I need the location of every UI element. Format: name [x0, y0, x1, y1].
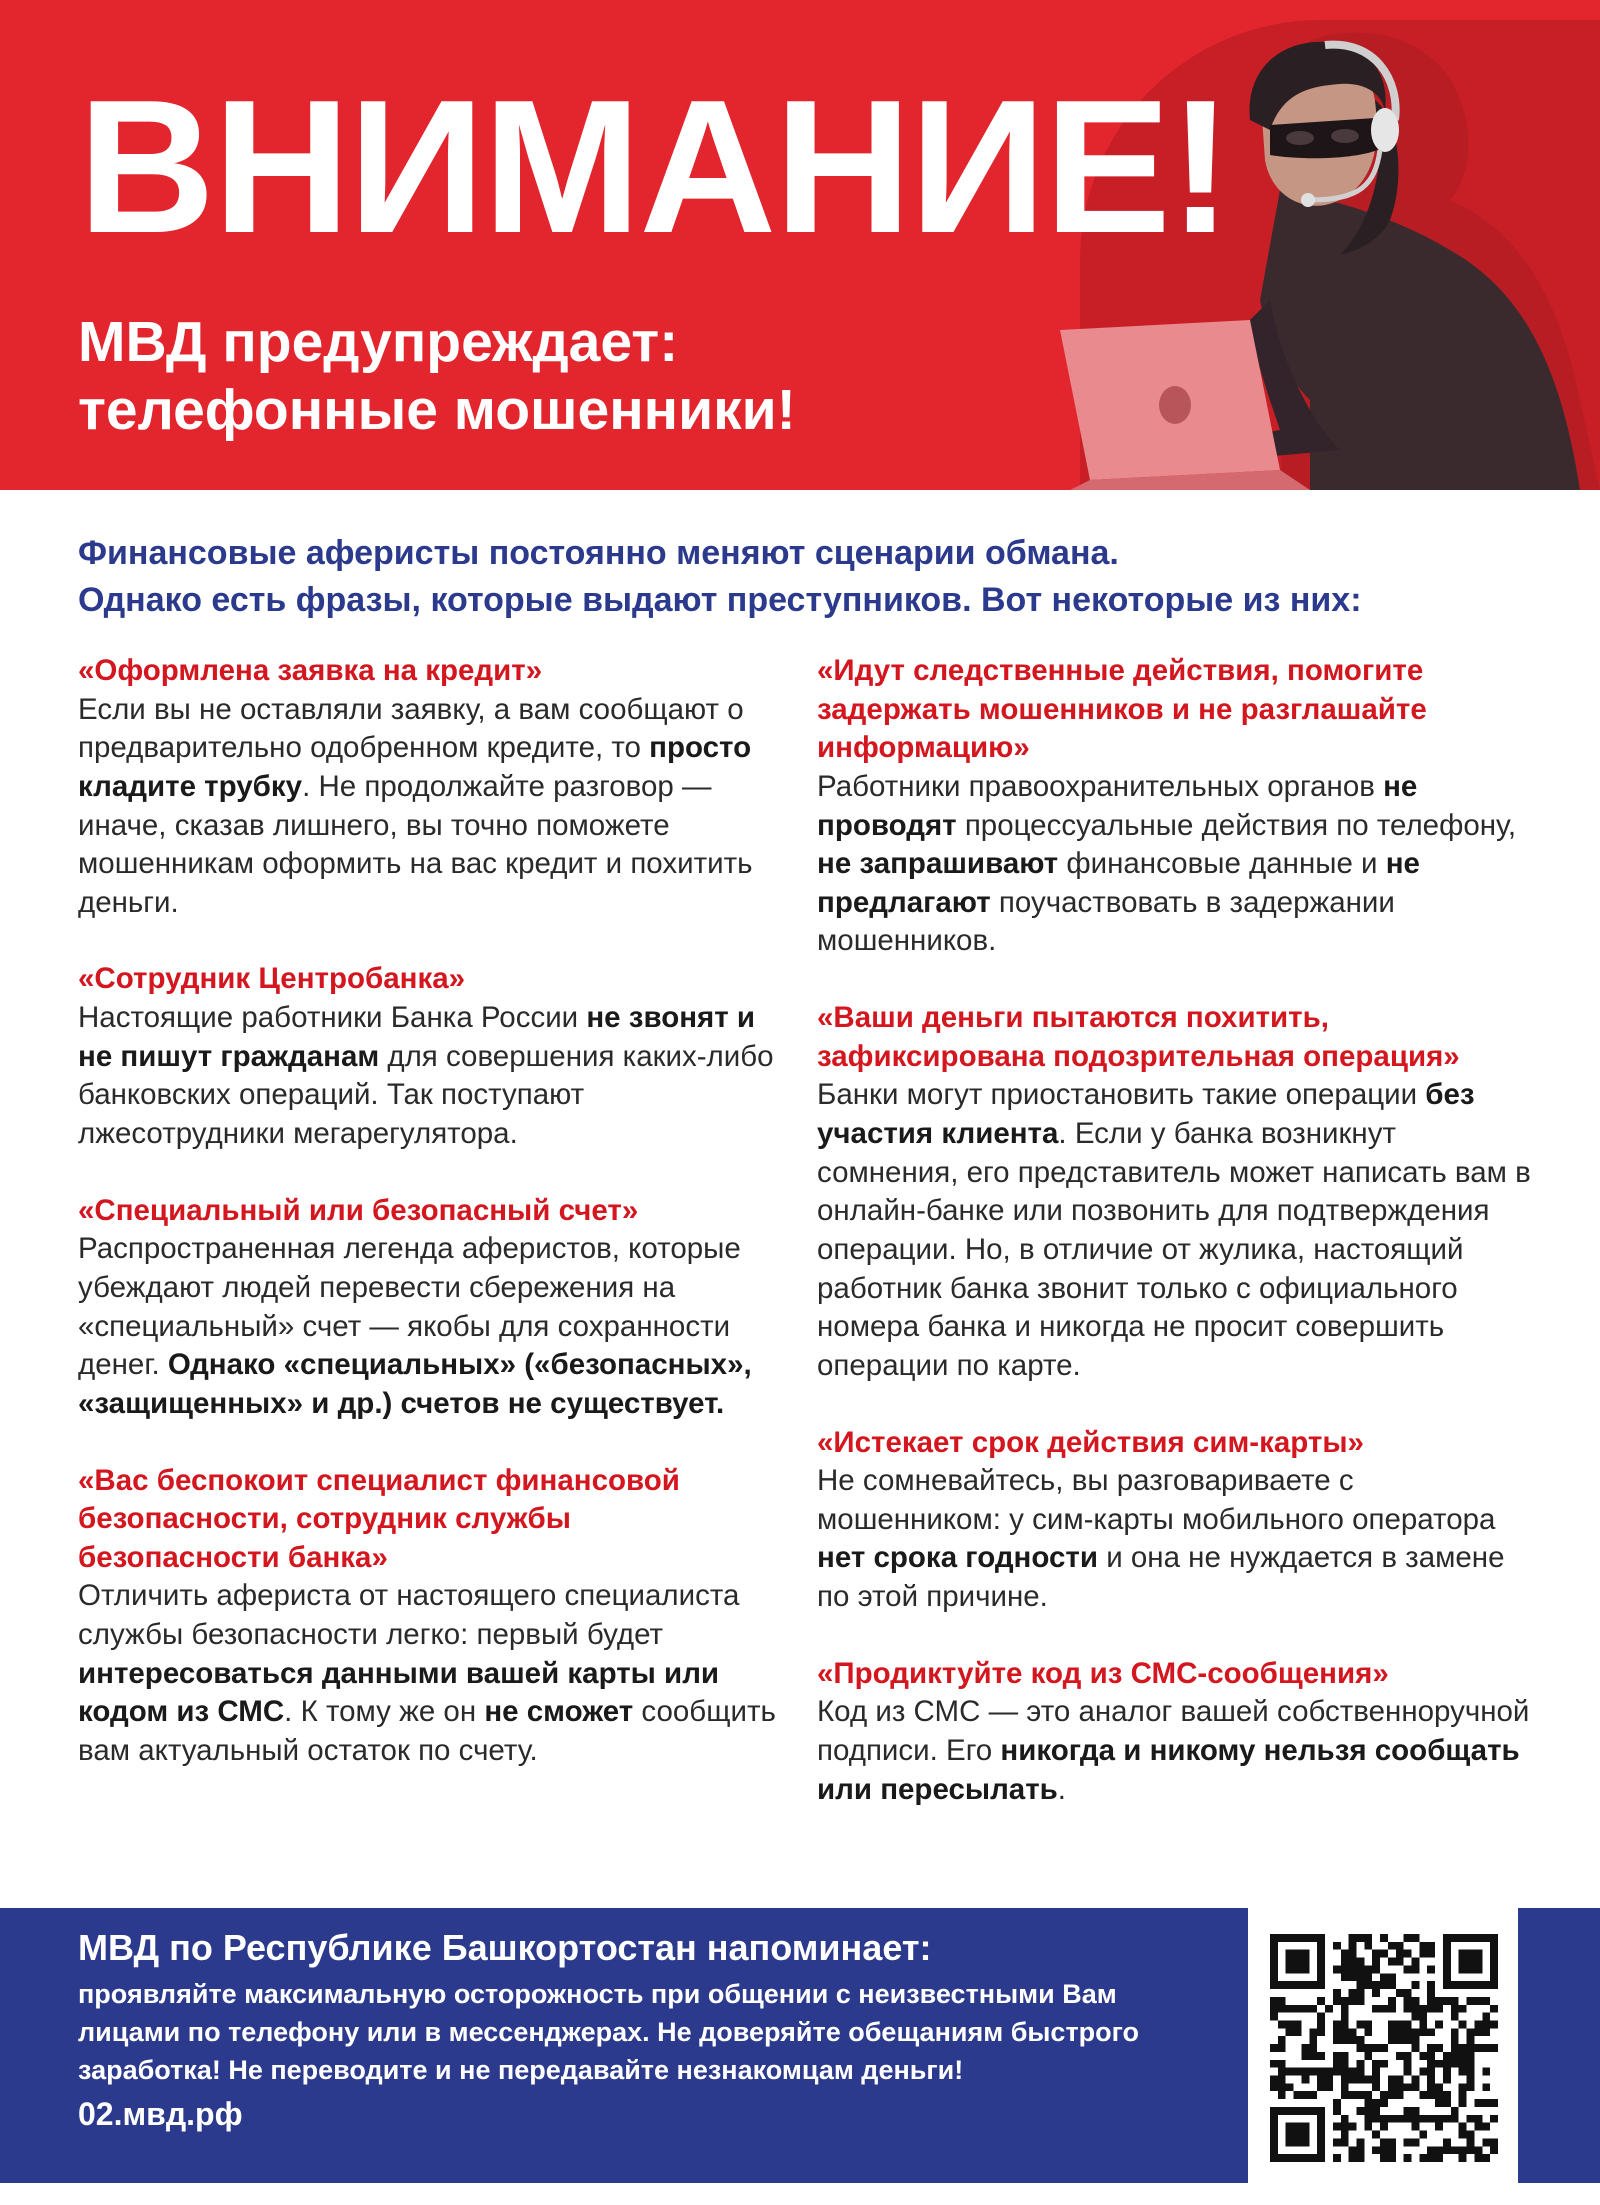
warning-heading: «Специальный или безопасный счет»: [78, 1193, 639, 1227]
hacker-illustration: [980, 0, 1600, 490]
poster-title: ВНИМАНИЕ!: [78, 61, 1231, 273]
warning-heading: «Ваши деньги пытаются похитить, зафиксирована подозрительная операция»: [817, 1001, 1460, 1073]
body-text: Не сомневайтесь, вы разговариваете с мошенником: у сим-карты мобильного оператора: [817, 1464, 1496, 1536]
body-text: . К тому же он: [284, 1695, 485, 1729]
body-text: Код из СМС — это аналог вашей собственноручной подписи. Его: [817, 1695, 1530, 1768]
warning-heading: «Истекает срок действия сим-карты»: [817, 1425, 1364, 1459]
footer-url-link[interactable]: 02.мвд.рф: [78, 2095, 243, 2132]
warning-block: [78, 1192, 778, 1424]
body-text: Банки могут приостановить такие операции: [817, 1078, 1426, 1112]
footer-banner: [0, 1908, 1600, 2183]
subtitle-line-2: телефонные мошенники!: [78, 378, 796, 443]
intro-text: [78, 530, 1538, 624]
right-column: [817, 652, 1537, 1847]
emphasis-text: не сможет: [484, 1695, 634, 1729]
footer-body: проявляйте максимальную осторожность при общении с неизвестными Вам лицами по телефону или в мессенджерах. Не доверяйте обещаниям быстрого заработка! Не переводите и не передавайте незнакомцам деньги!: [78, 1978, 1140, 2086]
warning-block: [817, 652, 1537, 961]
body-text: Настоящие работники Банка России: [78, 1001, 587, 1035]
body-text: финансовые данные и: [1058, 847, 1386, 881]
emphasis-text: не звонят и не пишут гражданам: [78, 1001, 756, 1073]
body-text: . Не продолжайте разговор — иначе, сказав лишнего, вы точно поможете мошенникам оформить на вас кредит и похитить деньги.: [78, 769, 753, 919]
warning-body: [817, 1462, 1537, 1617]
footer-title: МВД по Республике Башкортостан напоминает:: [78, 1927, 932, 1968]
body-text: Если вы не оставляли заявку, а вам сообщают о предварительно одобренном кредите, то: [78, 692, 744, 765]
poster-subtitle: [78, 308, 796, 445]
body-text: Отличить афериста от настоящего специалиста службы безопасности легко: первый будет: [78, 1579, 740, 1652]
warning-heading: «Оформлена заявка на кредит»: [78, 654, 543, 687]
body-text: процессуальные действия по телефону,: [956, 808, 1517, 842]
warning-body: [78, 999, 778, 1154]
header-banner: [0, 0, 1600, 490]
emphasis-text: нет срока годности: [817, 1541, 1098, 1575]
warning-body: [78, 1230, 778, 1423]
body-text: Работники правоохранительных органов: [817, 769, 1384, 803]
body-text: поучаствовать в задержании мошенников.: [817, 885, 1395, 958]
body-text: .: [1057, 1772, 1066, 1806]
warning-body: [78, 1577, 778, 1770]
qr-code-panel: [1248, 1908, 1518, 2183]
intro-line-1: Финансовые аферисты постоянно меняют сценарии обмана.: [78, 534, 1119, 572]
warning-block: [817, 999, 1537, 1385]
footer-text: [78, 1924, 1208, 2133]
intro-line-2: Однако есть фразы, которые выдают преступников. Вот некоторые из них:: [78, 580, 1362, 619]
warning-block: [817, 1424, 1537, 1617]
body-text: Распространенная легенда аферистов, которые убеждают людей перевести сбережения на «специальный» счет — якобы для сохранности денег.: [78, 1232, 741, 1382]
emphasis-text: не запрашивают: [817, 847, 1059, 881]
subtitle-line-1: МВД предупреждает:: [78, 310, 679, 374]
emphasis-text: не проводят: [817, 769, 1418, 842]
body-text: и она не нуждается в замене по этой причине.: [817, 1541, 1505, 1614]
warning-block: [78, 652, 778, 922]
warning-block: [817, 1655, 1537, 1810]
body-text: . Если у банка возникнут сомнения, его представитель может написать вам в онлайн-банке или позвонить для подтверждения операции. Но, в отличие от жулика, настоящий работник банка звонит только с официального номера банка и никогда не просит совершить операции по карте.: [817, 1117, 1531, 1382]
warning-block: [78, 960, 778, 1153]
warning-body: [78, 691, 778, 923]
body-text: для совершения каких-либо банковских операций. Так поступают лжесотрудники мегарегулятора.: [78, 1039, 774, 1151]
qr-code-icon[interactable]: [1270, 1934, 1498, 2162]
emphasis-text: просто кладите трубку: [78, 731, 752, 803]
emphasis-text: Однако «специальных» («безопасных», «защищенных» и др.) счетов не существует.: [78, 1348, 752, 1420]
emphasis-text: не предлагают: [817, 847, 1420, 919]
warning-heading: «Сотрудник Центробанка»: [78, 962, 466, 996]
warning-body: [817, 1693, 1537, 1809]
emphasis-text: никогда и никому нельзя сообщать или пересылать: [817, 1734, 1520, 1806]
warning-body: [817, 1076, 1537, 1385]
warning-heading: «Вас беспокоит специалист финансовой безопасности, сотрудник службы безопасности банка»: [78, 1463, 680, 1574]
warning-heading: «Идут следственные действия, помогите задержать мошенников и не разглашайте информацию»: [817, 654, 1427, 765]
emphasis-text: интересоваться данными вашей карты или кодом из СМС: [78, 1656, 720, 1729]
warning-block: [78, 1462, 778, 1771]
warning-body: [817, 768, 1537, 961]
left-column: [78, 652, 778, 1809]
warning-heading: «Продиктуйте код из СМС-сообщения»: [817, 1656, 1389, 1690]
body-text: сообщить вам актуальный остаток по счету.: [78, 1695, 776, 1768]
emphasis-text: без участия клиента: [817, 1078, 1475, 1151]
